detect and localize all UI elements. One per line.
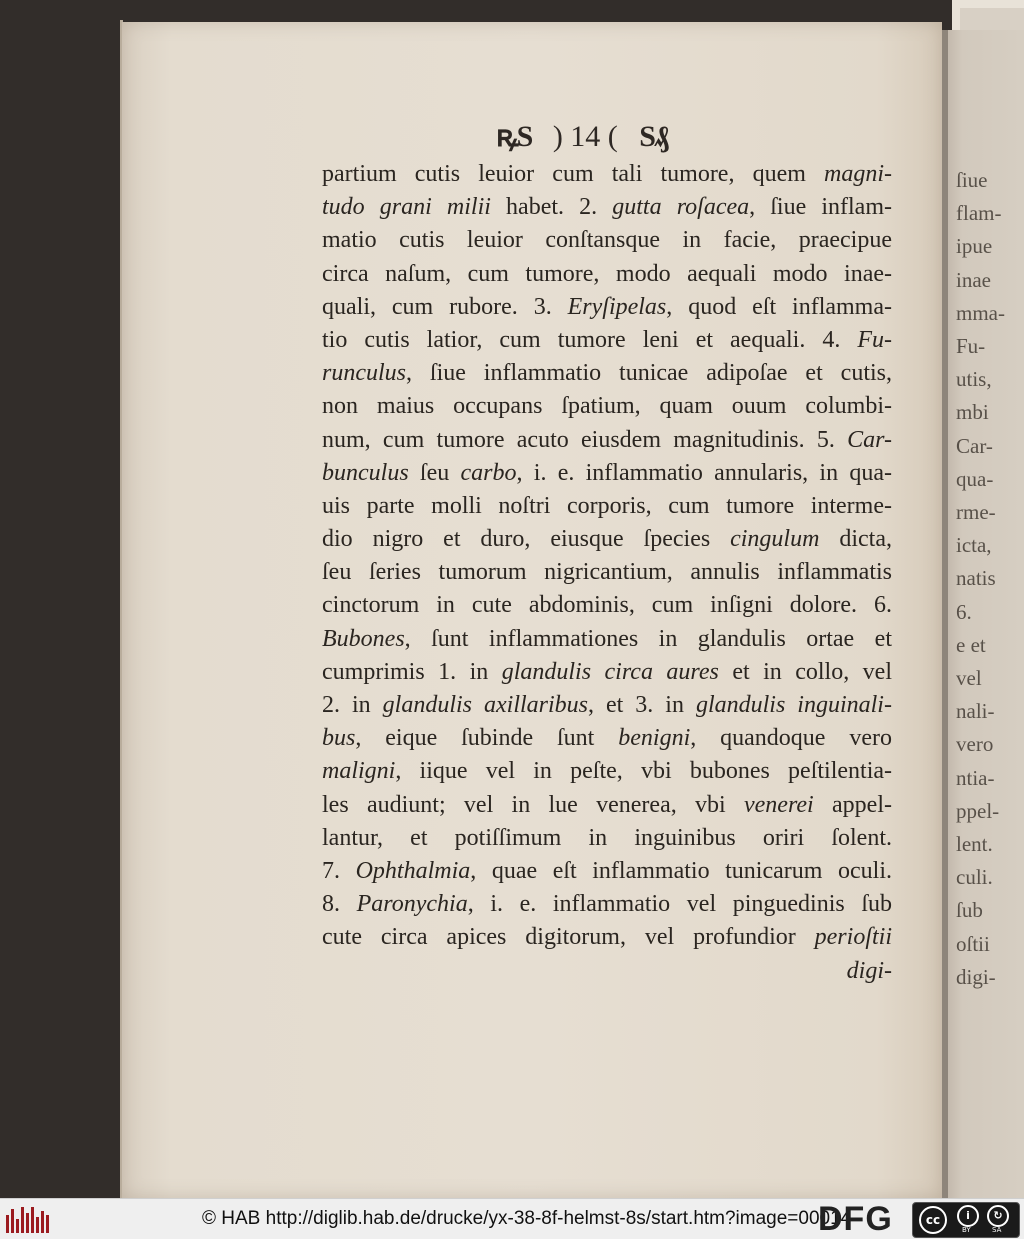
- facing-page-fragment: lent.: [956, 832, 993, 856]
- italic-term: gutta roſacea: [612, 194, 750, 221]
- text-line: [322, 855, 892, 888]
- text-line: [322, 291, 892, 324]
- text-run: 7.: [322, 857, 356, 884]
- text-run: cute circa apices digitorum, vel profundior: [322, 924, 815, 951]
- text-line: [322, 689, 892, 722]
- text-run: , iique vel in peſte, vbi bubones peſtilentia-: [395, 758, 892, 785]
- facing-page-fragment: oſtii: [956, 931, 990, 956]
- facing-page-fragment: Fu-: [956, 334, 986, 358]
- text-run: cumprimis 1. in: [322, 658, 502, 685]
- text-line: [322, 158, 892, 191]
- catchword: [322, 955, 892, 988]
- text-line: [322, 191, 892, 224]
- dfg-logo[interactable]: DFG: [818, 1200, 893, 1238]
- facing-page-fragment: icta,: [956, 533, 992, 558]
- italic-term: glandulis circa aures: [501, 658, 719, 685]
- facing-page-fragment: utis,: [956, 367, 992, 392]
- text-run: et in collo, vel: [718, 658, 893, 685]
- text-run: habet. 2.: [490, 194, 613, 221]
- italic-term: carbo: [460, 459, 517, 486]
- facing-page-fragment: Car-: [956, 433, 993, 458]
- text-run: , ſunt inflammationes in glandulis ortae et: [404, 625, 892, 652]
- by-label: BY: [962, 1226, 971, 1234]
- text-line: [322, 357, 892, 390]
- cc-icon: cc: [919, 1206, 947, 1234]
- facing-page-fragment: rme-: [956, 500, 996, 524]
- italic-term: benigni: [618, 725, 691, 752]
- page-body-text: [322, 158, 892, 988]
- text-line: [322, 589, 892, 622]
- text-run: ſeu ſeries tumorum nigricantium, annulis inflammatis: [322, 559, 892, 586]
- text-line: [322, 722, 892, 755]
- text-run: , i. e. inflammatio annularis, in qua-: [516, 459, 892, 486]
- italic-term: Car-: [847, 426, 892, 453]
- text-run: num, cum tumore acuto eiusdem magnitudinis. 5.: [322, 426, 848, 453]
- text-run: , quod eſt inflamma-: [666, 293, 892, 320]
- facing-page: [942, 30, 1024, 1198]
- text-run: , et 3. in: [588, 692, 696, 718]
- text-line: [322, 490, 892, 523]
- share-alike-icon: ↻: [987, 1205, 1009, 1227]
- text-run: dicta,: [819, 526, 892, 553]
- text-run: , quae eſt inflammatio tunicarum oculi.: [470, 857, 893, 884]
- text-line: [322, 755, 892, 788]
- text-line: [322, 789, 892, 822]
- italic-term: Ophthalmia: [355, 857, 471, 884]
- hab-logo-icon[interactable]: [6, 1205, 50, 1233]
- text-run: appel-: [813, 791, 892, 818]
- text-line: [322, 822, 892, 855]
- facing-page-fragment: vel: [956, 666, 982, 690]
- text-run: cinctorum in cute abdominis, cum inſigni dolore. 6.: [322, 592, 892, 619]
- text-run: 8.: [322, 891, 357, 918]
- text-line: [322, 424, 892, 457]
- facing-page-fragment: culi.: [956, 865, 993, 890]
- facing-page-fragment: flam-: [956, 201, 1002, 226]
- italic-term: Fu-: [857, 326, 892, 353]
- facing-page-fragment: vero: [956, 732, 994, 757]
- italic-term: venerei: [744, 791, 814, 818]
- facing-page-fragment: digi-: [956, 964, 996, 989]
- running-header: [496, 114, 736, 154]
- text-run: dio nigro et duro, eiusque ſpecies: [322, 526, 731, 553]
- italic-term: magni-: [824, 161, 892, 187]
- viewer-footer: [0, 1198, 1024, 1239]
- header-page-number: ) 14 (: [552, 120, 618, 153]
- text-run: lantur, et potiſſimum in inguinibus oriri ſolent.: [322, 824, 892, 851]
- italic-term: glandulis inguinali-: [695, 692, 892, 718]
- facing-page-fragment: e et: [956, 632, 986, 657]
- facing-page-fragment: natis: [956, 566, 996, 591]
- facing-page-fragment: ntia-: [956, 765, 995, 790]
- facing-page-fragment: ipue: [956, 234, 993, 259]
- italic-term: bus: [322, 725, 356, 752]
- text-run: tio cutis latior, cum tumore leni et aequali. 4.: [322, 326, 858, 353]
- italic-term: maligni: [322, 758, 396, 785]
- text-line: [322, 224, 892, 257]
- text-line: [322, 390, 892, 423]
- italic-term: Bubones: [322, 625, 405, 652]
- italic-term: Eryſipelas: [567, 293, 667, 320]
- italic-term: perioſtii: [814, 924, 892, 951]
- italic-term: bunculus: [322, 459, 409, 486]
- header-right-ornament: S₰: [639, 120, 667, 153]
- text-line: [322, 556, 892, 589]
- text-line: [322, 457, 892, 490]
- facing-page-fragment: ſiue: [956, 168, 988, 192]
- text-run: , i. e. inflammatio vel pinguedinis ſub: [467, 891, 893, 918]
- text-run: quali, cum rubore. 3.: [322, 293, 568, 320]
- text-run: circa naſum, cum tumore, modo aequali modo inae-: [322, 260, 892, 287]
- facing-page-fragment: qua-: [956, 466, 994, 491]
- facing-page-fragment: mbi: [956, 400, 989, 425]
- text-line: [322, 888, 892, 921]
- text-line: [322, 623, 892, 656]
- text-run: , ſiue inflam-: [749, 194, 892, 221]
- text-line: [322, 656, 892, 689]
- text-line: [322, 324, 892, 357]
- text-run: les audiunt; vel in lue venerea, vbi: [322, 791, 744, 818]
- text-run: 2. in: [322, 692, 383, 718]
- text-run: , quandoque vero: [690, 725, 893, 752]
- facing-page-fragment: 6.: [956, 599, 972, 624]
- text-run: ſeu: [408, 459, 461, 486]
- text-line: [322, 523, 892, 556]
- text-run: , eique ſubinde ſunt: [355, 725, 619, 752]
- text-line: [322, 258, 892, 291]
- sa-label: SA: [992, 1226, 1002, 1234]
- cc-license-badge[interactable]: [912, 1202, 1020, 1238]
- italic-term: cingulum: [730, 526, 820, 553]
- text-run: non maius occupans ſpatium, quam ouum columbi-: [322, 393, 892, 420]
- facing-page-fragment: nali-: [956, 699, 995, 724]
- italic-term: tudo grani milii: [322, 194, 491, 221]
- facing-page-fragment: ſub: [956, 898, 983, 923]
- italic-term: runculus: [322, 360, 406, 387]
- book-edge: [952, 0, 1024, 34]
- catchword-text: digi-: [846, 957, 892, 984]
- text-run: matio cutis leuior conſtansque in facie, praecipue: [322, 227, 892, 254]
- italic-term: Paronychia: [356, 891, 468, 918]
- text-line: [322, 921, 892, 954]
- text-run: , ſiue inflammatio tunicae adipoſae et cutis,: [406, 360, 892, 387]
- attribution-icon: i: [957, 1205, 979, 1227]
- facing-page-fragment: ppel-: [956, 798, 1000, 823]
- facing-page-fragment: mma-: [956, 300, 1005, 325]
- copyright-link[interactable]: © HAB http://diglib.hab.de/drucke/yx-38-8f-helmst-8s/start.htm?image=00014: [202, 1208, 852, 1229]
- facing-page-gutter: [942, 30, 948, 1198]
- text-run: uis parte molli noſtri corporis, cum tumore interme-: [322, 492, 892, 519]
- facing-page-fragment: inae: [956, 267, 991, 292]
- header-left-ornament: ꝶS: [496, 120, 532, 153]
- italic-term: glandulis axillaribus: [382, 692, 588, 718]
- text-run: partium cutis leuior cum tali tumore, quem: [322, 161, 824, 187]
